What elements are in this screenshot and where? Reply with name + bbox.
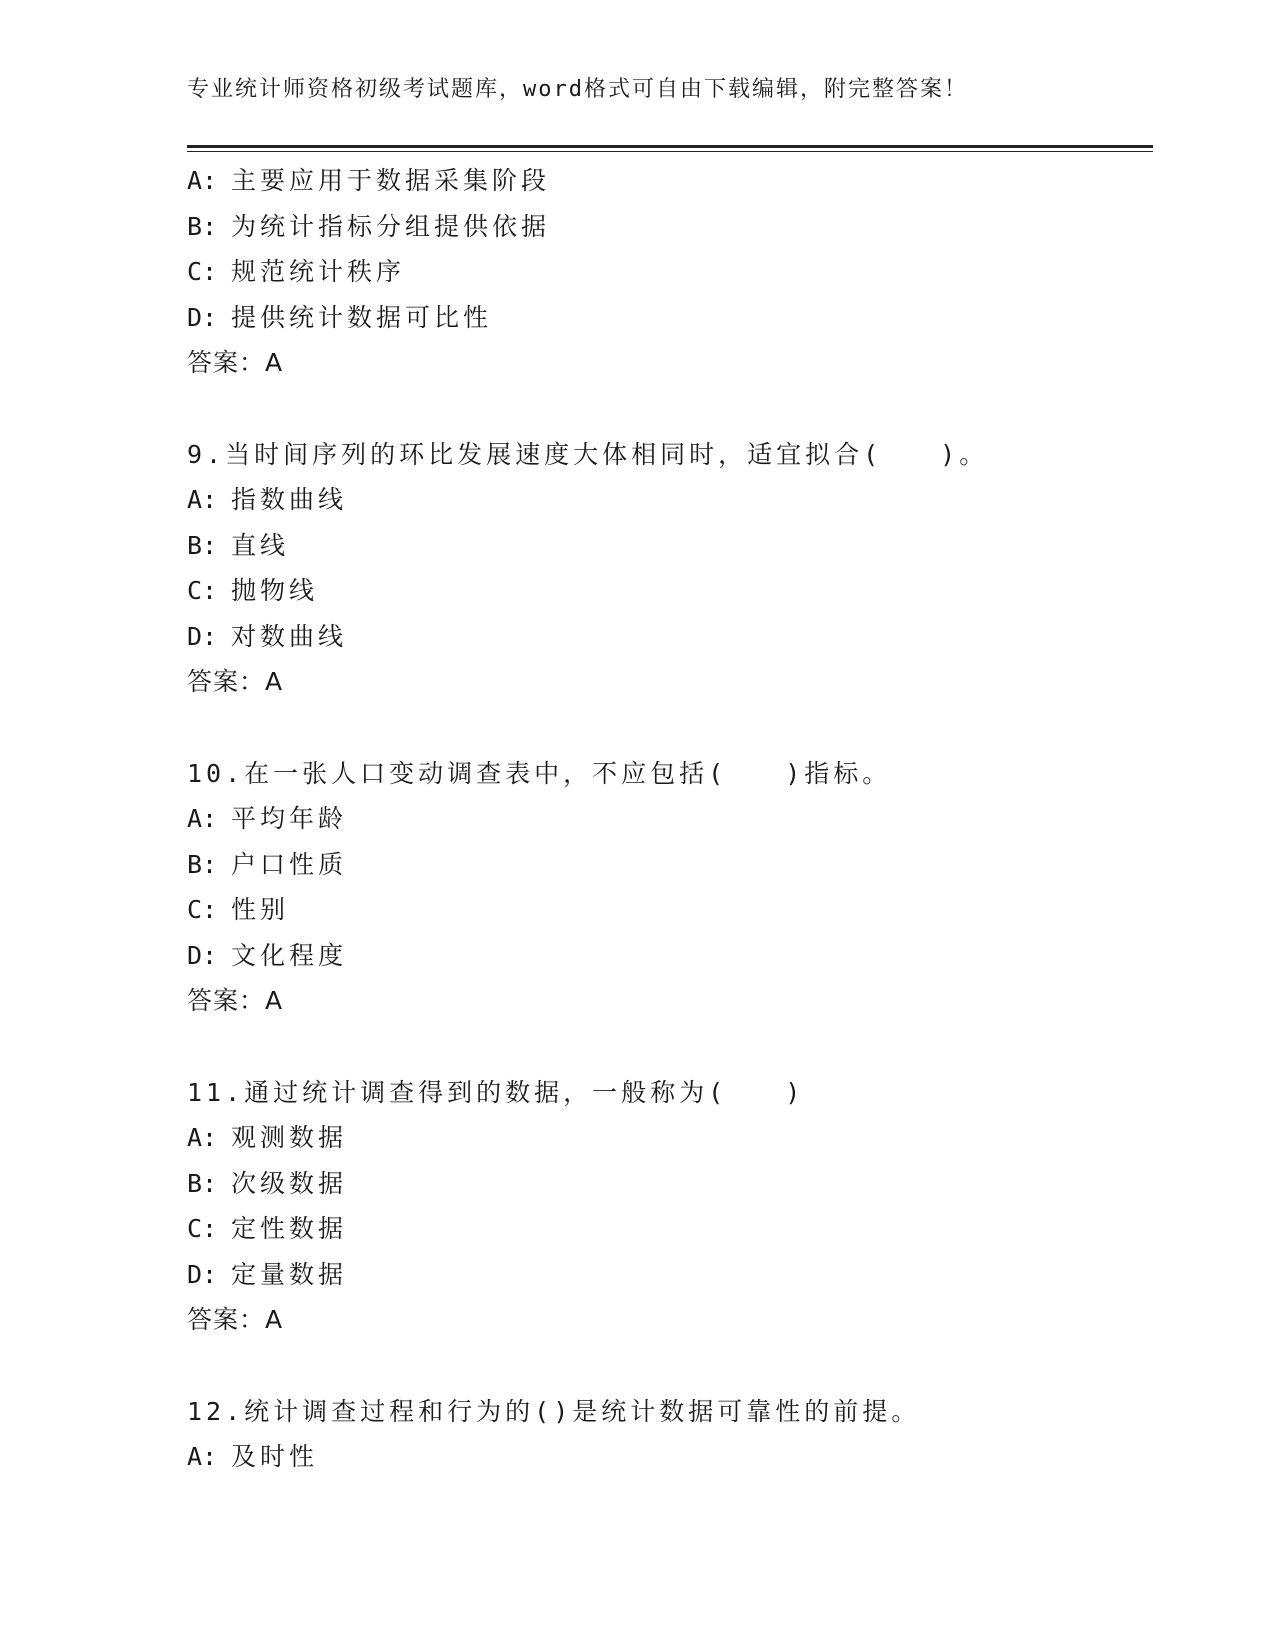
option-a: A: 指数曲线 — [187, 485, 348, 514]
answer-line: 答案：A — [187, 986, 284, 1015]
question-stem: 12.统计调查过程和行为的()是统计数据可靠性的前提。 — [187, 1396, 921, 1426]
question-block-9 — [187, 432, 1153, 705]
page-header: 专业统计师资格初级考试题库，word格式可自由下载编辑，附完整答案！ — [187, 77, 968, 102]
header-rule-thin — [187, 151, 1153, 152]
answer-line: 答案：A — [187, 1305, 284, 1334]
question-block-11 — [187, 1070, 1153, 1343]
question-content — [187, 158, 1153, 1480]
question-block-10 — [187, 751, 1153, 1024]
question-block-12 — [187, 1389, 1153, 1480]
option-b: B: 次级数据 — [187, 1168, 348, 1198]
option-d: D: 定量数据 — [187, 1259, 348, 1289]
option-a: A: 观测数据 — [187, 1123, 348, 1152]
option-b: B: 为统计指标分组提供依据 — [187, 211, 551, 241]
question-stem: 9.当时间序列的环比发展速度大体相同时，适宜拟合( )。 — [187, 439, 989, 469]
option-a: A: 及时性 — [187, 1442, 319, 1471]
answer-line: 答案：A — [187, 348, 284, 377]
option-d: D: 对数曲线 — [187, 621, 348, 651]
option-d: D: 提供统计数据可比性 — [187, 302, 493, 332]
option-a: A: 平均年龄 — [187, 804, 348, 833]
option-b: B: 直线 — [187, 530, 290, 560]
option-c: C: 定性数据 — [187, 1214, 348, 1243]
question-stem: 10.在一张人口变动调查表中，不应包括( )指标。 — [187, 758, 892, 788]
option-c: C: 抛物线 — [187, 576, 319, 605]
option-b: B: 户口性质 — [187, 849, 348, 879]
option-c: C: 性别 — [187, 895, 290, 924]
header-rule-thick — [187, 145, 1153, 148]
question-stem: 11.通过统计调查得到的数据，一般称为( ) — [187, 1077, 805, 1107]
question-block-continued — [187, 158, 1153, 386]
option-a: A: 主要应用于数据采集阶段 — [187, 166, 551, 195]
option-c: C: 规范统计秩序 — [187, 257, 406, 286]
option-d: D: 文化程度 — [187, 940, 348, 970]
answer-line: 答案：A — [187, 667, 284, 696]
